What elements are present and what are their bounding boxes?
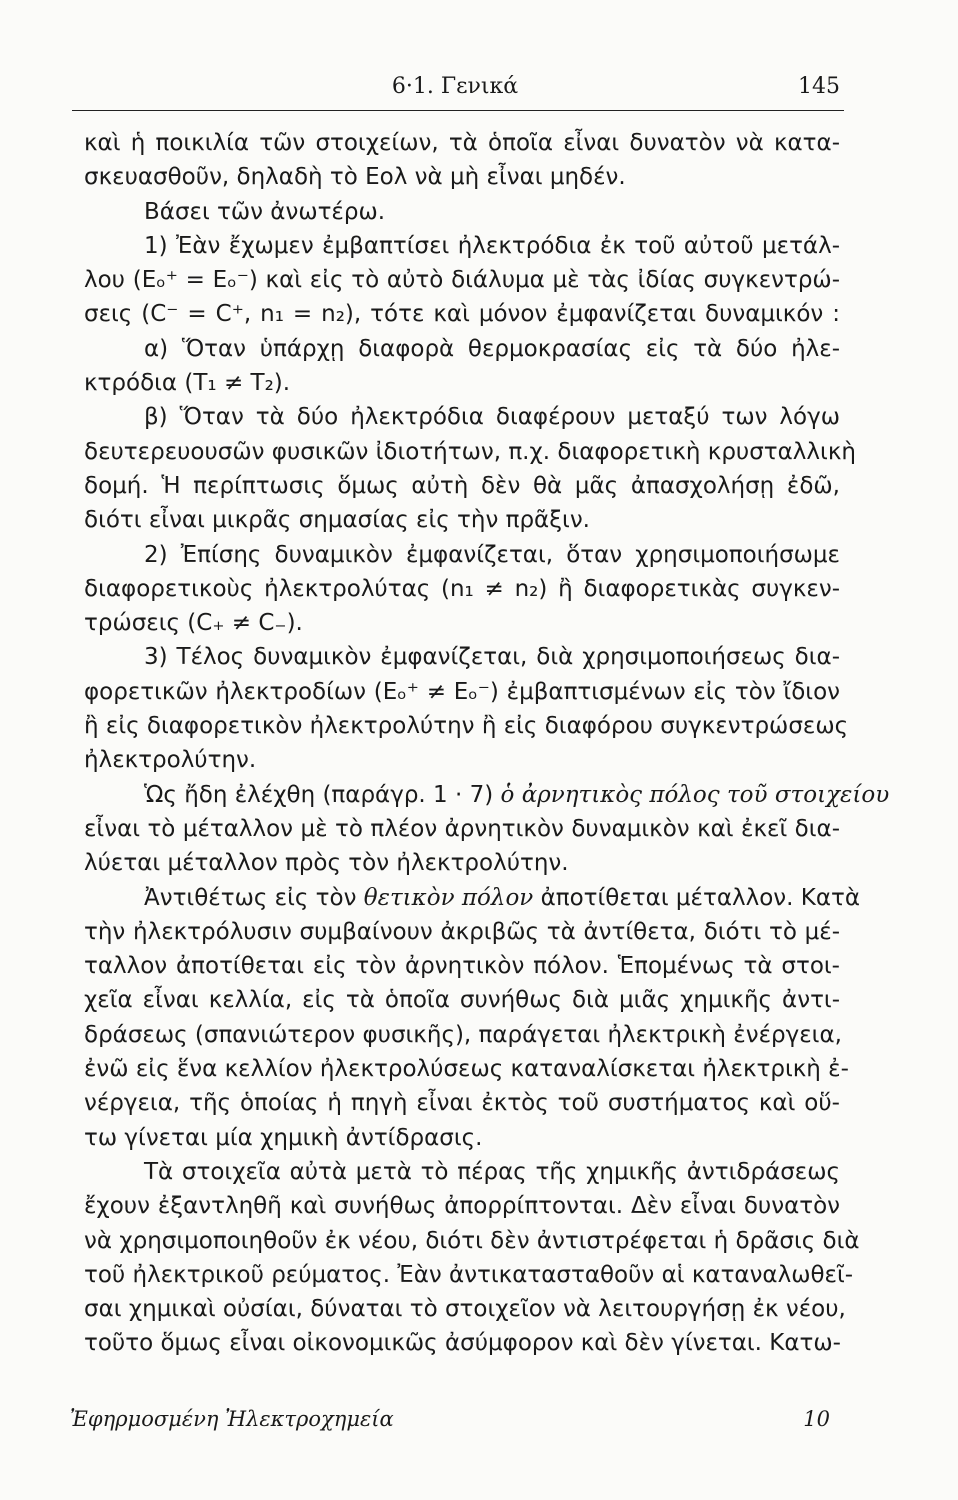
text-line: β) Ὅταν τὰ δύο ἠλεκτρόδια διαφέρουν μεταξύ των λόγω <box>144 404 840 431</box>
text-line: τὴν ἠλεκτρόλυσιν συμβαίνουν ἀκριβῶς τὰ ἀντίθετα, διότι τὸ μέ- <box>84 918 840 945</box>
text-line: ἐνῶ εἰς ἕνα κελλίον ἠλεκτρολύσεως καταναλίσκεται ἠλεκτρικὴ ἐ- <box>84 1056 849 1083</box>
text-line: σεις (C⁻ = C⁺, n₁ = n₂), τότε καὶ μόνον ἐμφανίζεται δυναμικόν : <box>84 301 840 328</box>
text-line: λύεται μέταλλον πρὸς τὸν ἠλεκτρολύτην. <box>84 850 569 877</box>
text-line: δομή. Ἡ περίπτωσις ὅμως αὐτὴ δὲν θὰ μᾶς ἀπασχολήσῃ ἐδῶ, <box>84 472 840 499</box>
text-line: δράσεως (σπανιώτερον φυσικῆς), παράγεται ἠλεκτρικὴ ἐνέργεια, <box>84 1021 842 1048</box>
text-line: τοῦ ἠλεκτρικοῦ ρεύματος. Ἐὰν ἀντικατασταθοῦν αἱ καταναλωθεῖ- <box>84 1261 854 1288</box>
italic-phrase: ὁ ἀρνητικὸς πόλος τοῦ στοιχείου <box>500 781 890 808</box>
section-title: 6·1. Γενικά <box>391 74 519 99</box>
text-line: δευτερευουσῶν φυσικῶν ἰδιοτήτων, π.χ. διαφορετικὴ κρυσταλλικὴ <box>84 438 856 465</box>
page-number: 145 <box>798 74 840 99</box>
italic-phrase: θετικὸν πόλον <box>363 884 534 911</box>
text-line: σκευασθοῦν, δηλαδὴ τὸ Eολ νὰ μὴ εἶναι μηδέν. <box>84 164 626 191</box>
text-run: Ἀντιθέτως εἰς τὸν <box>144 884 364 911</box>
text-line: ἔχουν ἐξαντληθῆ καὶ συνήθως ἀπορρίπτονται. Δὲν εἶναι δυνατὸν <box>84 1193 840 1220</box>
text-line: κτρόδια (T₁ ≠ T₂). <box>84 370 291 397</box>
text-line: εἶναι τὸ μέταλλον μὲ τὸ πλέον ἀρνητικὸν δυναμικὸν καὶ ἐκεῖ δια- <box>84 815 840 842</box>
header-rule <box>72 110 844 111</box>
text-line: ἠλεκτρολύτην. <box>84 747 257 774</box>
text-line: καὶ ἡ ποικιλία τῶν στοιχείων, τὰ ὁποῖα εἶναι δυνατὸν νὰ κατα- <box>84 130 840 156</box>
text-line: νὰ χρησιμοποιηθοῦν ἐκ νέου, διότι δὲν ἀντιστρέφεται ἡ δρᾶσις διὰ <box>84 1227 860 1254</box>
text-run: Ὡς ἤδη ἐλέχθη (παράγρ. 1 · 7) <box>144 781 501 808</box>
running-header <box>70 74 840 110</box>
book-title: Ἐφηρμοσμένη Ἠλεκτροχημεία <box>70 1407 394 1431</box>
text-line <box>84 778 890 812</box>
text-line: 1) Ἐὰν ἔχωμεν ἐμβαπτίσει ἠλεκτρόδια ἐκ τοῦ αὐτοῦ μετάλ- <box>144 232 840 259</box>
text-line: 3) Τέλος δυναμικὸν ἐμφανίζεται, διὰ χρησιμοποιήσεως δια- <box>144 644 840 671</box>
text-line: α) Ὅταν ὑπάρχῃ διαφορὰ θερμοκρασίας εἰς τὰ δύο ἠλε- <box>144 335 840 362</box>
text-line: σαι χημικαὶ οὐσίαι, δύναται τὸ στοιχεῖον νὰ λειτουργήσῃ ἐκ νέου, <box>84 1296 846 1323</box>
signature-number: 10 <box>803 1407 830 1431</box>
text-line: ταλλον ἀποτίθεται εἰς τὸν ἀρνητικὸν πόλον. Ἑπομένως τὰ στοι- <box>84 953 840 980</box>
text-line: τοῦτο ὅμως εἶναι οἰκονομικῶς ἀσύμφορον καὶ δὲν γίνεται. Κατω- <box>84 1330 841 1357</box>
text-line: Τὰ στοιχεῖα αὐτὰ μετὰ τὸ πέρας τῆς χημικῆς ἀντιδράσεως <box>144 1158 840 1185</box>
text-line: διαφορετικοὺς ἠλεκτρολύτας (n₁ ≠ n₂) ἢ διαφορετικὰς συγκεν- <box>84 575 840 602</box>
text-line: χεῖα εἶναι κελλία, εἰς τὰ ὁποῖα συνήθως διὰ μιᾶς χημικῆς ἀντι- <box>84 987 840 1014</box>
text-line: λου (Eₒ⁺ = Eₒ⁻) καὶ εἰς τὸ αὐτὸ διάλυμα μὲ τὰς ἰδίας συγκεντρώ- <box>84 267 840 294</box>
text-line <box>84 881 860 915</box>
text-line: φορετικῶν ἠλεκτροδίων (Eₒ⁺ ≠ Eₒ⁻) ἐμβαπτισμένων εἰς τὸν ἴδιον <box>84 678 840 705</box>
text-line: τω γίνεται μία χημικὴ ἀντίδρασις. <box>84 1124 483 1151</box>
text-line: Βάσει τῶν ἀνωτέρω. <box>144 198 386 225</box>
page-footer <box>70 1407 830 1437</box>
text-run: ἀποτίθεται μέταλλον. Κατὰ <box>533 884 860 911</box>
text-line: τρώσεις (C₊ ≠ C₋). <box>84 610 303 637</box>
body-text <box>84 126 890 1361</box>
text-line: νέργεια, τῆς ὁποίας ἡ πηγὴ εἶναι ἐκτὸς τοῦ συστήματος καὶ οὕ- <box>84 1090 840 1117</box>
text-line: ἢ εἰς διαφορετικὸν ἠλεκτρολύτην ἢ εἰς διαφόρου συγκεντρώσεως <box>84 713 849 740</box>
text-line: διότι εἶναι μικρᾶς σημασίας εἰς τὴν πρᾶξιν. <box>84 507 590 534</box>
text-line: 2) Ἐπίσης δυναμικὸν ἐμφανίζεται, ὅταν χρησιμοποιήσωμε <box>144 541 840 568</box>
